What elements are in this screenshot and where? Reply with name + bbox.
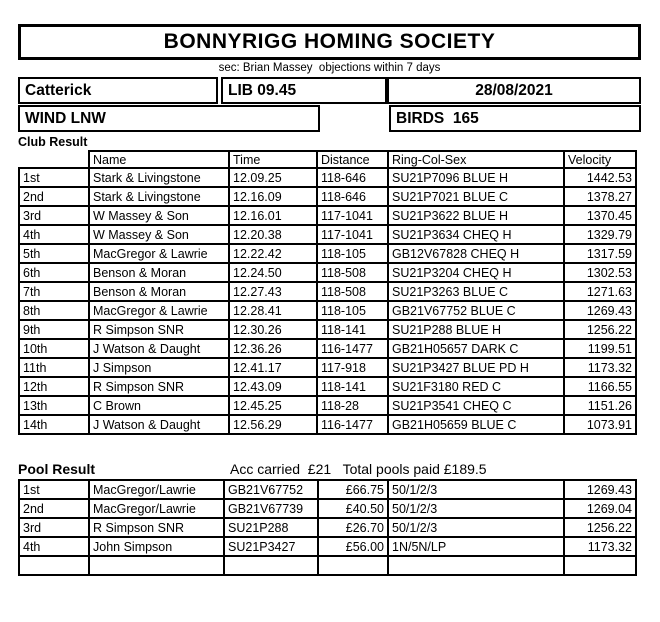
- distance-cell: 118-508: [317, 282, 388, 301]
- name-cell: Benson & Moran: [89, 282, 229, 301]
- place-cell: 4th: [19, 225, 89, 244]
- name-cell: R Simpson SNR: [89, 320, 229, 339]
- velocity-cell: 1271.63: [564, 282, 636, 301]
- pool-result-row: [19, 480, 636, 499]
- club-result-row: [19, 263, 636, 282]
- liberation-value: LIB 09.45: [228, 81, 297, 99]
- pool-result-row: [19, 518, 636, 537]
- header-spacer-cell: [19, 151, 89, 168]
- name-cell: R Simpson SNR: [89, 377, 229, 396]
- club-result-row: [19, 168, 636, 187]
- time-cell: 12.56.29: [229, 415, 317, 434]
- racepoint-box: [18, 77, 218, 104]
- ring-cell: GB21V67752: [224, 480, 318, 499]
- club-result-row: [19, 358, 636, 377]
- velocity-cell: 1256.22: [564, 518, 636, 537]
- ring-cell: GB12V67828 CHEQ H: [388, 244, 564, 263]
- distance-cell: 117-1041: [317, 225, 388, 244]
- ring-cell: SU21P3541 CHEQ C: [388, 396, 564, 415]
- ring-cell: GB21V67739: [224, 499, 318, 518]
- velocity-cell: 1256.22: [564, 320, 636, 339]
- club-result-row: [19, 301, 636, 320]
- distance-cell: 118-141: [317, 320, 388, 339]
- name-cell: W Massey & Son: [89, 225, 229, 244]
- wind-box: [18, 105, 320, 132]
- time-cell: 12.43.09: [229, 377, 317, 396]
- time-cell: 12.20.38: [229, 225, 317, 244]
- ring-cell: SU21P7096 BLUE H: [388, 168, 564, 187]
- time-cell: 12.22.42: [229, 244, 317, 263]
- club-result-row: [19, 282, 636, 301]
- pool-result-table: [18, 479, 637, 576]
- time-cell: 12.36.26: [229, 339, 317, 358]
- place-cell: 8th: [19, 301, 89, 320]
- time-cell: 12.27.43: [229, 282, 317, 301]
- name-cell: R Simpson SNR: [89, 518, 224, 537]
- name-cell: J Simpson: [89, 358, 229, 377]
- name-cell: MacGregor & Lawrie: [89, 301, 229, 320]
- column-header-distance: Distance: [317, 151, 388, 168]
- name-cell: C Brown: [89, 396, 229, 415]
- pools-cell: 50/1/2/3: [388, 518, 564, 537]
- club-result-row: [19, 206, 636, 225]
- pool-result-row: [19, 537, 636, 556]
- velocity-cell: 1166.55: [564, 377, 636, 396]
- amount-cell: £66.75: [318, 480, 388, 499]
- amount-cell: £26.70: [318, 518, 388, 537]
- pools-cell: [388, 556, 564, 575]
- time-cell: 12.24.50: [229, 263, 317, 282]
- velocity-cell: 1073.91: [564, 415, 636, 434]
- place-cell: 2nd: [19, 187, 89, 206]
- info-row-spacer: [320, 105, 389, 132]
- name-cell: [89, 556, 224, 575]
- distance-cell: 116-1477: [317, 415, 388, 434]
- ring-cell: GB21H05657 DARK C: [388, 339, 564, 358]
- place-cell: 6th: [19, 263, 89, 282]
- place-cell: 1st: [19, 168, 89, 187]
- club-result-row: [19, 415, 636, 434]
- club-result-row: [19, 377, 636, 396]
- distance-cell: 118-508: [317, 263, 388, 282]
- pools-cell: 1N/5N/LP: [388, 537, 564, 556]
- club-result-row: [19, 339, 636, 358]
- velocity-cell: [564, 556, 636, 575]
- club-result-body: [19, 168, 636, 434]
- club-result-header-row: [19, 151, 636, 168]
- ring-cell: SU21P3263 BLUE C: [388, 282, 564, 301]
- distance-cell: 116-1477: [317, 339, 388, 358]
- distance-cell: 118-646: [317, 187, 388, 206]
- time-cell: 12.16.09: [229, 187, 317, 206]
- club-result-label: Club Result: [18, 135, 88, 149]
- ring-cell: SU21P3427 BLUE PD H: [388, 358, 564, 377]
- ring-cell: SU21P288: [224, 518, 318, 537]
- velocity-cell: 1442.53: [564, 168, 636, 187]
- place-cell: 7th: [19, 282, 89, 301]
- velocity-cell: 1173.32: [564, 358, 636, 377]
- place-cell: 13th: [19, 396, 89, 415]
- name-cell: MacGregor/Lawrie: [89, 499, 224, 518]
- place-cell: 3rd: [19, 206, 89, 225]
- ring-cell: GB21V67752 BLUE C: [388, 301, 564, 320]
- place-cell: 9th: [19, 320, 89, 339]
- place-cell: [19, 556, 89, 575]
- velocity-cell: 1173.32: [564, 537, 636, 556]
- velocity-cell: 1199.51: [564, 339, 636, 358]
- pool-result-body: [19, 480, 636, 575]
- pool-summary: Acc carried £21 Total pools paid £189.5: [230, 461, 487, 477]
- column-header-name: Name: [89, 151, 229, 168]
- time-cell: 12.09.25: [229, 168, 317, 187]
- society-title: BONNYRIGG HOMING SOCIETY: [163, 30, 496, 53]
- velocity-cell: 1269.43: [564, 480, 636, 499]
- pool-result-header: [18, 461, 641, 477]
- time-cell: 12.41.17: [229, 358, 317, 377]
- distance-cell: 117-1041: [317, 206, 388, 225]
- name-cell: Benson & Moran: [89, 263, 229, 282]
- velocity-cell: 1329.79: [564, 225, 636, 244]
- birds-box: [389, 105, 641, 132]
- place-cell: 3rd: [19, 518, 89, 537]
- racepoint-value: Catterick: [25, 81, 92, 99]
- place-cell: 10th: [19, 339, 89, 358]
- secretary-line: sec: Brian Massey objections within 7 days: [218, 62, 441, 74]
- race-date-value: 28/08/2021: [475, 81, 553, 99]
- pool-result-row: [19, 499, 636, 518]
- society-title-box: [18, 24, 641, 60]
- pool-result-row: [19, 556, 636, 575]
- name-cell: J Watson & Daught: [89, 339, 229, 358]
- velocity-cell: 1378.27: [564, 187, 636, 206]
- race-info-row-1: [18, 77, 641, 104]
- name-cell: Stark & Livingstone: [89, 187, 229, 206]
- ring-cell: [224, 556, 318, 575]
- place-cell: 11th: [19, 358, 89, 377]
- column-header-velocity: Velocity: [564, 151, 636, 168]
- race-info-row-2: [18, 105, 641, 132]
- time-cell: 12.45.25: [229, 396, 317, 415]
- race-date-box: [387, 77, 641, 104]
- name-cell: John Simpson: [89, 537, 224, 556]
- place-cell: 14th: [19, 415, 89, 434]
- velocity-cell: 1317.59: [564, 244, 636, 263]
- birds-value: BIRDS 165: [396, 109, 479, 127]
- amount-cell: £40.50: [318, 499, 388, 518]
- amount-cell: [318, 556, 388, 575]
- wind-value: WIND LNW: [25, 109, 106, 127]
- club-result-row: [19, 320, 636, 339]
- time-cell: 12.16.01: [229, 206, 317, 225]
- pool-result-label: Pool Result: [18, 461, 96, 477]
- place-cell: 2nd: [19, 499, 89, 518]
- distance-cell: 117-918: [317, 358, 388, 377]
- club-result-table: [18, 150, 637, 435]
- velocity-cell: 1302.53: [564, 263, 636, 282]
- velocity-cell: 1151.26: [564, 396, 636, 415]
- ring-cell: SU21F3180 RED C: [388, 377, 564, 396]
- velocity-cell: 1269.43: [564, 301, 636, 320]
- name-cell: MacGregor & Lawrie: [89, 244, 229, 263]
- distance-cell: 118-105: [317, 301, 388, 320]
- place-cell: 12th: [19, 377, 89, 396]
- column-header-ring-col-sex: Ring-Col-Sex: [388, 151, 564, 168]
- name-cell: J Watson & Daught: [89, 415, 229, 434]
- place-cell: 5th: [19, 244, 89, 263]
- ring-cell: GB21H05659 BLUE C: [388, 415, 564, 434]
- ring-cell: SU21P3634 CHEQ H: [388, 225, 564, 244]
- time-cell: 12.30.26: [229, 320, 317, 339]
- name-cell: Stark & Livingstone: [89, 168, 229, 187]
- velocity-cell: 1370.45: [564, 206, 636, 225]
- amount-cell: £56.00: [318, 537, 388, 556]
- place-cell: 4th: [19, 537, 89, 556]
- velocity-cell: 1269.04: [564, 499, 636, 518]
- time-cell: 12.28.41: [229, 301, 317, 320]
- column-header-time: Time: [229, 151, 317, 168]
- distance-cell: 118-646: [317, 168, 388, 187]
- ring-cell: SU21P7021 BLUE C: [388, 187, 564, 206]
- name-cell: MacGregor/Lawrie: [89, 480, 224, 499]
- club-result-row: [19, 244, 636, 263]
- distance-cell: 118-141: [317, 377, 388, 396]
- club-result-row: [19, 225, 636, 244]
- place-cell: 1st: [19, 480, 89, 499]
- ring-cell: SU21P288 BLUE H: [388, 320, 564, 339]
- pools-cell: 50/1/2/3: [388, 480, 564, 499]
- name-cell: W Massey & Son: [89, 206, 229, 225]
- liberation-box: [221, 77, 387, 104]
- distance-cell: 118-105: [317, 244, 388, 263]
- pools-cell: 50/1/2/3: [388, 499, 564, 518]
- ring-cell: SU21P3622 BLUE H: [388, 206, 564, 225]
- ring-cell: SU21P3427: [224, 537, 318, 556]
- club-result-row: [19, 396, 636, 415]
- club-result-row: [19, 187, 636, 206]
- ring-cell: SU21P3204 CHEQ H: [388, 263, 564, 282]
- distance-cell: 118-28: [317, 396, 388, 415]
